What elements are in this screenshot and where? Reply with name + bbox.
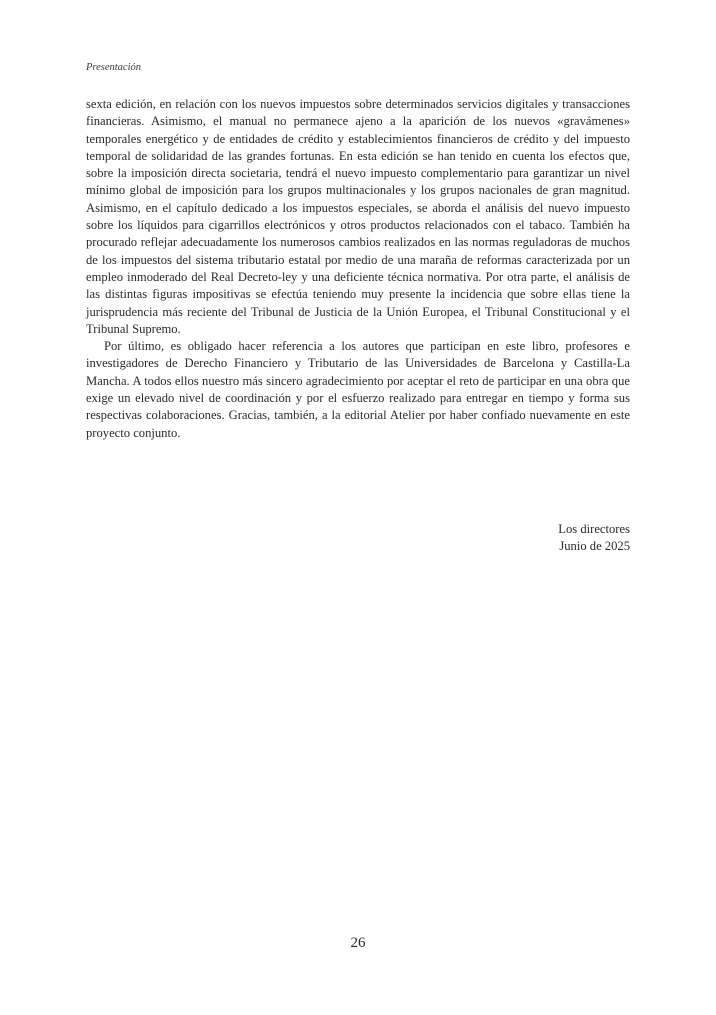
running-head: Presentación: [86, 62, 142, 73]
signature-date: Junio de 2025: [559, 539, 630, 554]
page-number: 26: [350, 935, 366, 951]
signature-authors: Los directores: [558, 522, 630, 536]
paragraph-1: sexta edición, en relación con los nuevos impuestos sobre determinados servicios digitales y transacciones financieras. Asimismo, el manual no permanece ajeno a la aparición de los nuevos «gravámenes» temporales energético y de entidades de crédito y establecimientos financieros de crédito y del impuesto temporal de solidaridad de las grandes fortunas. En esta edición se han tenido en cuenta los efectos que, sobre la imposición directa societaria, tendrá el nuevo impuesto complementario para garantizar un nivel mínimo global de imposición para los grupos multinacionales y los grupos nacionales de gran magnitud. Asimismo, en el capítulo dedicado a los impuestos especiales, se aborda el análisis del nuevo impuesto sobre los líquidos para cigarrillos electrónicos y otros productos relacionados con el tabaco. También ha procurado reflejar adecuadamente los numerosos cambios realizados en las normas reguladoras de muchos de los impuestos del sistema tributario estatal por medio de una maraña de reformas caracterizada por un empleo inmoderado del Real Decreto-ley y una deficiente técnica normativa. Por otra parte, el análisis de las distintas figuras impositivas se efectúa teniendo muy presente la incidencia que sobre ellas tiene la jurisprudencia más reciente del Tribunal de Justicia de la Unión Europea, el Tribunal Constitucional y el Tribunal Supremo.: [86, 97, 630, 336]
body-text: [86, 96, 630, 442]
signature-block: [86, 521, 630, 556]
paragraph-2: Por último, es obligado hacer referencia a los autores que participan en este libro, profesores e investigadores de Derecho Financiero y Tributario de las Universidades de Barcelona y Castilla-La Mancha. A todos ellos nuestro más sincero agradecimiento por aceptar el reto de participar en una obra que exige un elevado nivel de coordinación y por el esfuerzo realizado para entregar en tiempo y forma sus respectivas colaboraciones. Gracias, también, a la editorial Atelier por haber confiado nuevamente en este proyecto conjunto.: [86, 339, 630, 440]
